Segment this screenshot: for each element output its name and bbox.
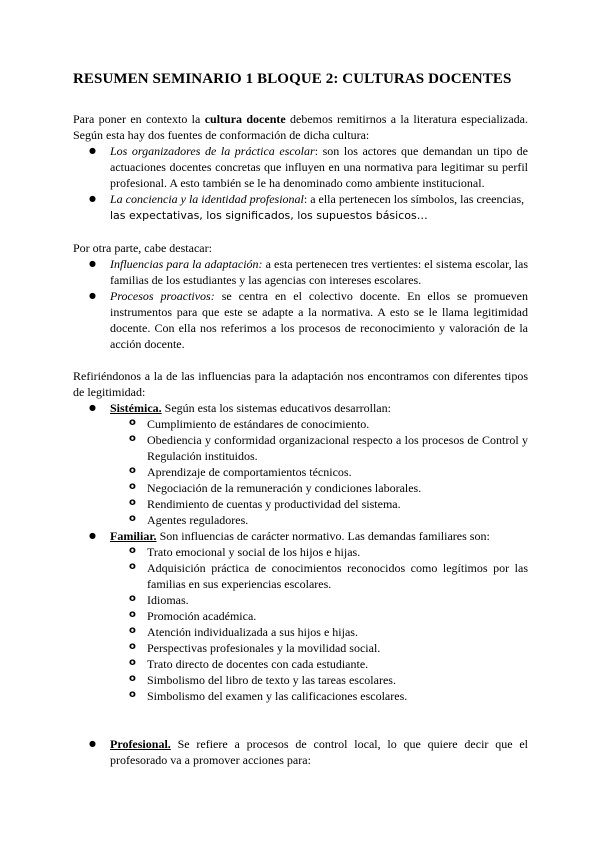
legitimacy-desc: Son influencias de carácter normativo. Las demandas familiares son: — [156, 529, 490, 543]
list-item: o Idiomas. — [110, 592, 528, 608]
list-item — [73, 256, 528, 288]
list-item: o Cumplimiento de estándares de conocimiento. — [110, 416, 528, 432]
source-text: : son los actores que demandan un tipo de actuaciones docentes concretas que influyen en una normativa para legitimar su perfil profesional. A esto también se le ha denominado como ambiente institucional. — [110, 144, 528, 190]
list-item: o Trato directo de docentes con cada estudiante. — [110, 656, 528, 672]
legitimacy-sistemica — [73, 400, 528, 528]
legitimacy-familiar — [73, 528, 528, 704]
legitimacy-list-continued — [73, 736, 528, 768]
also-list — [73, 256, 528, 352]
list-item — [73, 143, 528, 191]
list-item: o Simbolismo del examen y las calificaciones escolares. — [110, 688, 528, 704]
list-item: o Promoción académica. — [110, 608, 528, 624]
legitimacy-intro: Refiriéndonos a la de las influencias para la adaptación nos encontramos con diferentes tipos de legitimidad: — [73, 369, 528, 399]
list-item: o Perspectivas profesionales y la movilidad social. — [110, 640, 528, 656]
legitimacy-list — [73, 400, 528, 704]
intro-paragraph — [73, 111, 528, 143]
document-page — [73, 70, 528, 768]
list-item — [73, 288, 528, 352]
intro-bold-term: cultura docente — [204, 112, 286, 126]
also-text: a esta pertenecen tres vertientes: el sistema escolar, las familias de los estudiantes y las agencias con intereses escolares. — [110, 257, 528, 287]
familiar-items — [110, 544, 528, 704]
list-item: o Aprendizaje de comportamientos técnicos. — [110, 464, 528, 480]
document-title: RESUMEN SEMINARIO 1 BLOQUE 2: CULTURAS DOCENTES — [73, 71, 512, 87]
list-item — [73, 191, 528, 224]
list-item: o Simbolismo del libro de texto y las tareas escolares. — [110, 672, 528, 688]
list-item: o Adquisición práctica de conocimientos reconocidos como legítimos por las familias en sus experiencias escolares. — [110, 560, 528, 592]
sistemica-items — [110, 416, 528, 528]
list-item: o Negociación de la remuneración y condiciones laborales. — [110, 480, 528, 496]
sources-list — [73, 143, 528, 224]
legitimacy-name: Profesional. — [110, 737, 171, 751]
legitimacy-desc: Se refiere a procesos de control local, lo que quiere decir que el profesorado va a promover acciones para: — [110, 737, 528, 767]
source-text-continued: las expectativas, los significados, los supuestos básicos… — [110, 209, 428, 222]
list-item: o Atención individualizada a sus hijos e hijas. — [110, 624, 528, 640]
intro-text-pre: Para poner en contexto la — [73, 112, 205, 126]
source-term: La conciencia y la identidad profesional — [110, 192, 304, 206]
list-item: o Agentes reguladores. — [110, 512, 528, 528]
legitimacy-desc: Según esta los sistemas educativos desarrollan: — [161, 401, 391, 415]
intro-text-post: debemos remitirnos a la literatura especializada. Según esta hay dos fuentes de conformación de dicha cultura: — [73, 112, 528, 142]
legitimacy-name: Familiar. — [110, 529, 157, 543]
source-text: : a ella pertenecen los símbolos, las creencias, — [303, 192, 525, 206]
source-term: Los organizadores de la práctica escolar — [110, 144, 315, 158]
legitimacy-profesional — [73, 736, 528, 768]
legitimacy-name: Sistémica. — [110, 401, 162, 415]
also-term: Influencias para la adaptación: — [110, 257, 263, 271]
list-item: o Obediencia y conformidad organizacional respecto a los procesos de Control y Regulación instituidos. — [110, 432, 528, 464]
list-item: o Trato emocional y social de los hijos e hijas. — [110, 544, 528, 560]
also-text: se centra en el colectivo docente. En ellos se promueven instrumentos para que este se adapte a la normativa. A esto se le llama legitimidad docente. Con ella nos referimos a los procesos de reconocimiento y valoración de la acción docente. — [110, 289, 528, 351]
also-intro: Por otra parte, cabe destacar: — [73, 241, 212, 255]
also-term: Procesos proactivos: — [110, 289, 215, 303]
list-item: o Rendimiento de cuentas y productividad del sistema. — [110, 496, 528, 512]
